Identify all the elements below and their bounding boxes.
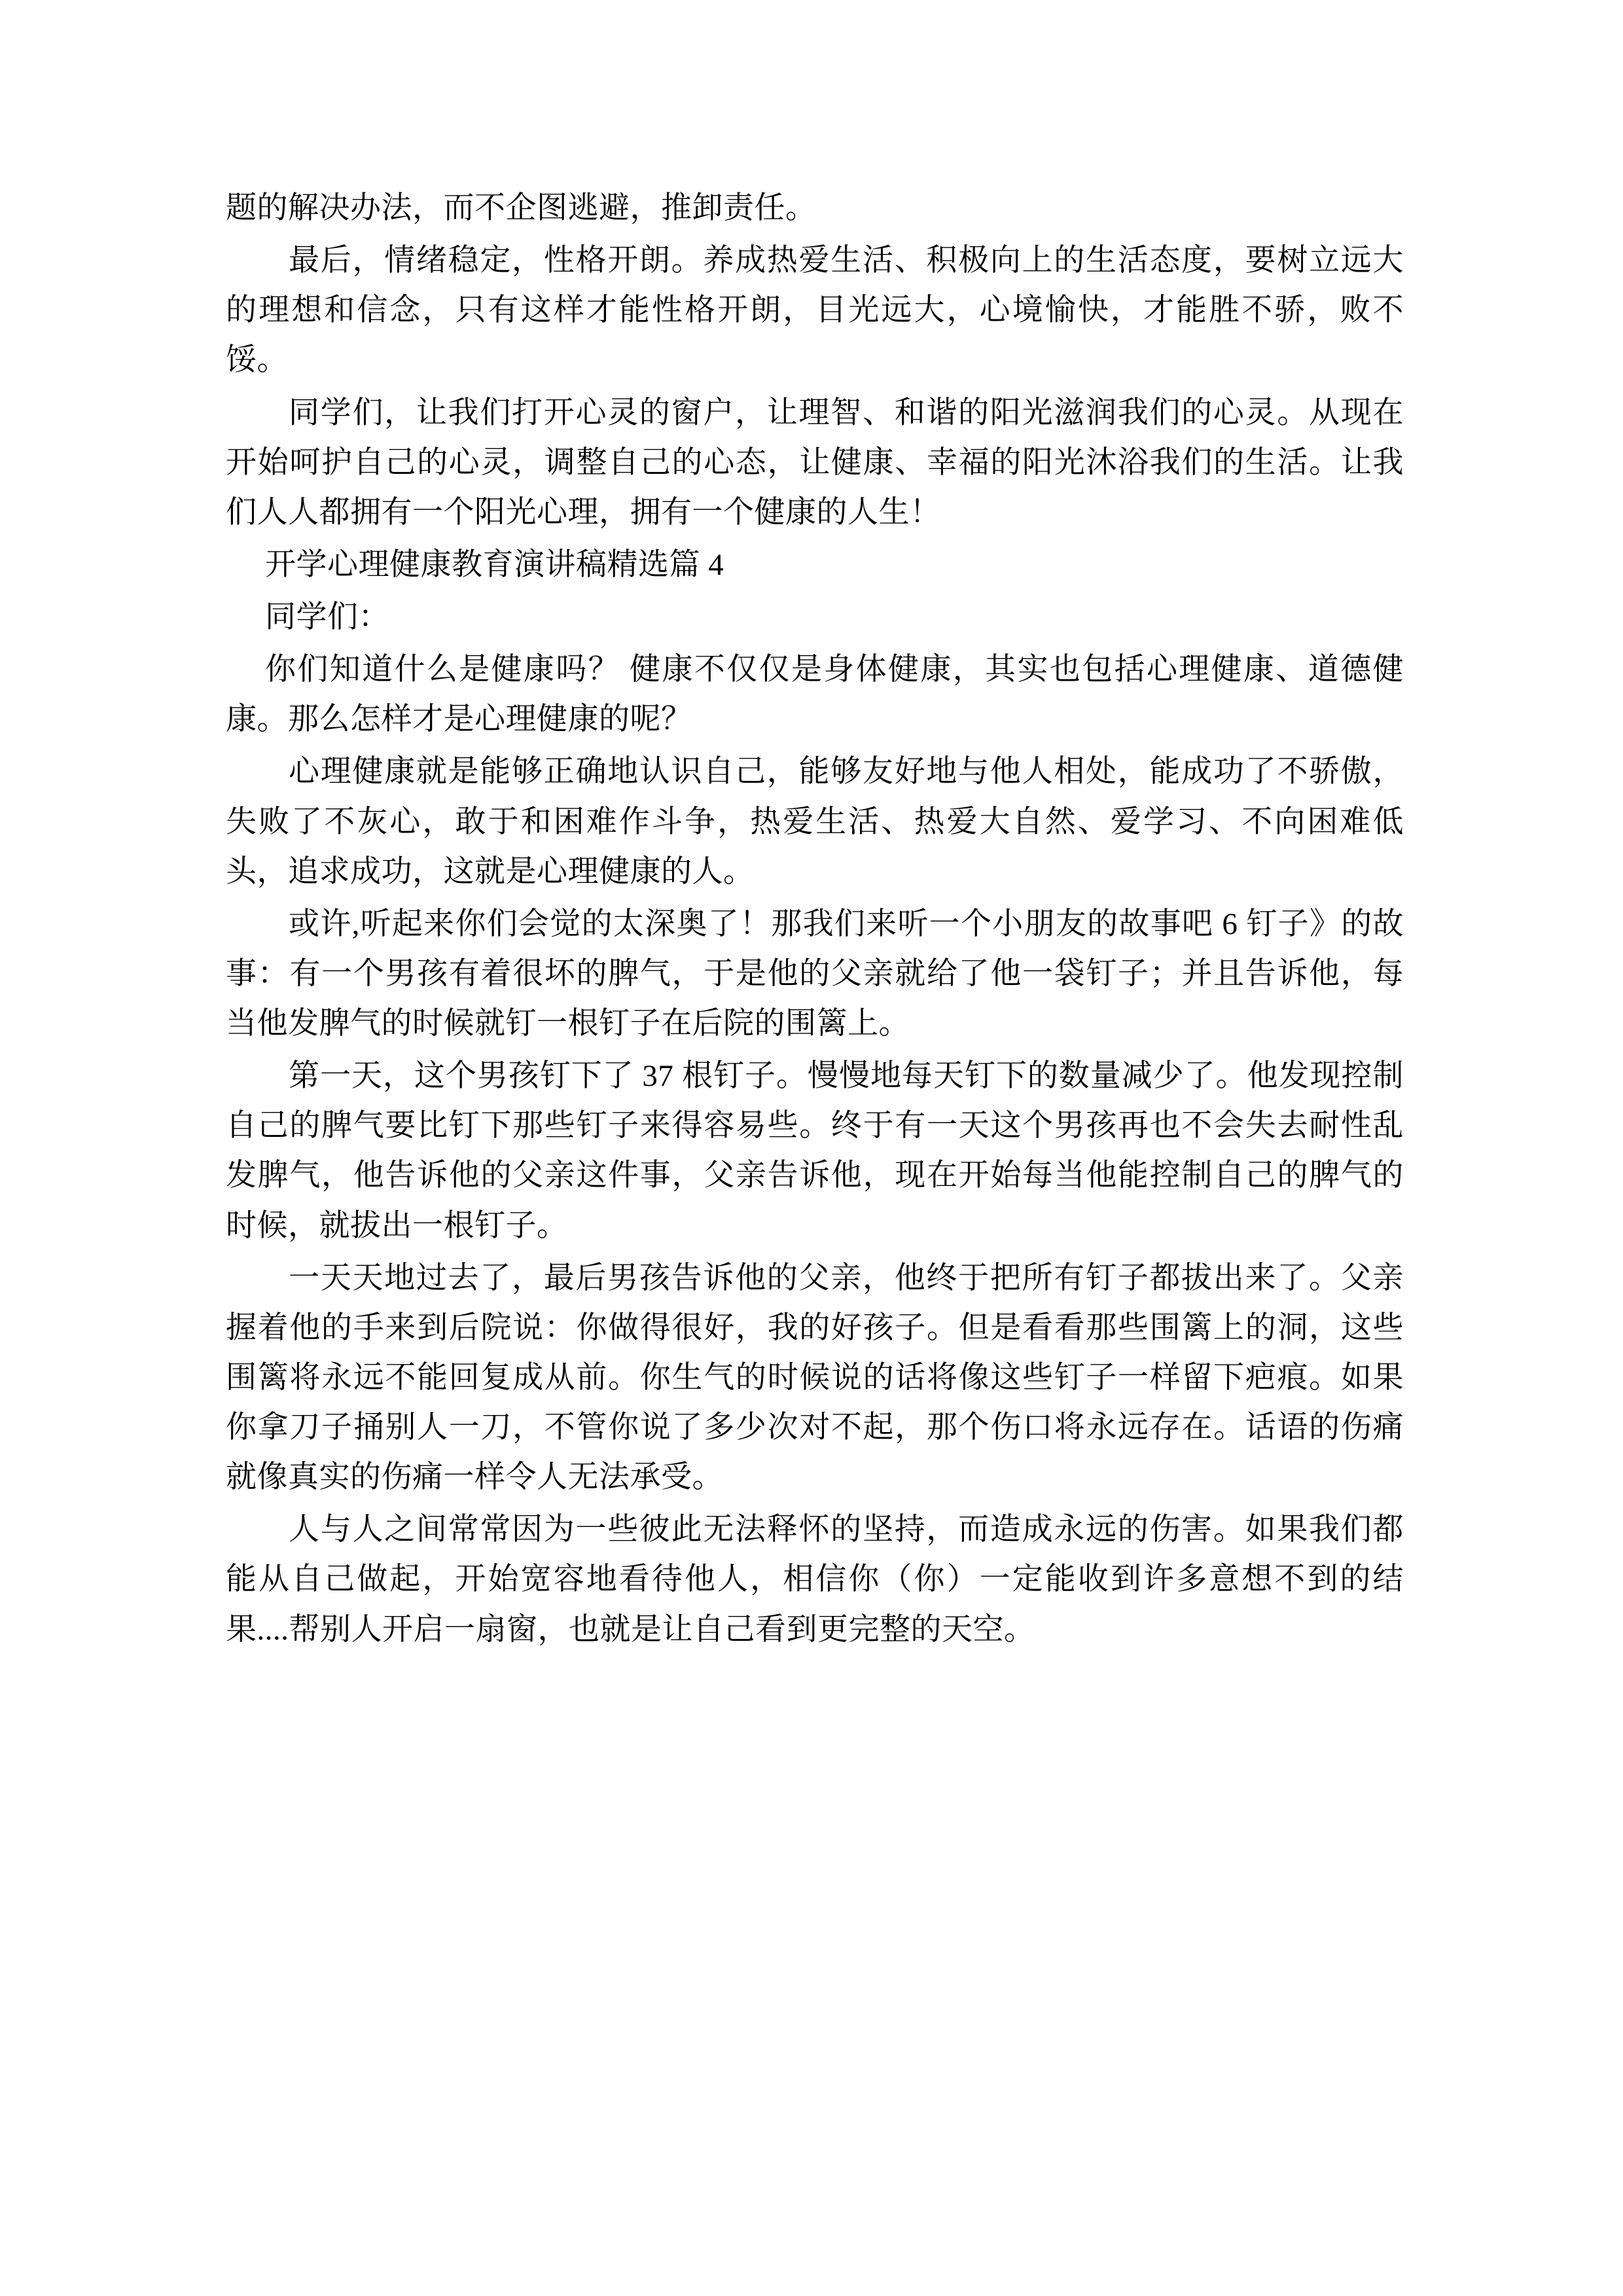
section-heading: 开学心理健康教育演讲稿精选篇 4 — [265, 547, 724, 582]
paragraph: 题的解决办法，而不企图逃避，推卸责任。 — [226, 191, 817, 225]
paragraph: 你们知道什么是健康吗？ 健康不仅仅是身体健康，其实也包括心理健康、道德健康。那么怎样才是心理健康的呢？ — [226, 653, 1404, 737]
paragraph: 心理健康就是能够正确地认识自己，能够友好地与他人相处，能成功了不骄傲，失败了不灰心，敢于和困难作斗争，热爱生活、热爱大自然、爱学习、不向困难低头，追求成功，这就是心理健康的人。 — [226, 755, 1404, 889]
salutation: 同学们： — [265, 600, 389, 634]
paragraph: 一天天地过去了，最后男孩告诉他的父亲，他终于把所有钉子都拔出来了。父亲握着他的手来到后院说：你做得很好，我的好孩子。但是看看那些围篱上的洞，这些围篱将永远不能回复成从前。你生气的时候说的话将像这些钉子一样留下疤痕。如果你拿刀子捅别人一刀，不管你说了多少次对不起，那个伤口将永远存在。话语的伤痛就像真实的伤痛一样令人无法承受。 — [226, 1261, 1404, 1495]
paragraph: 同学们，让我们打开心灵的窗户，让理智、和谐的阳光滋润我们的心灵。从现在开始呵护自己的心灵，调整自己的心态，让健康、幸福的阳光沐浴我们的生活。让我们人人都拥有一个阳光心理，拥有一个健康的人生！ — [226, 395, 1404, 529]
paragraph: 或许,听起来你们会觉的太深奥了！那我们来听一个小朋友的故事吧 6 钉子》的故事：有一个男孩有着很坏的脾气，于是他的父亲就给了他一袋钉子；并且告诉他，每当他发脾气的时候就钉一根钉子在后院的围篱上。 — [226, 906, 1404, 1041]
paragraph: 人与人之间常常因为一些彼此无法释怀的坚持，而造成永远的伤害。如果我们都能从自己做起，开始宽容地看待他人，相信你（你）一定能收到许多意想不到的结果....帮别人开启一扇窗，也就是让自己看到更完整的天空。 — [226, 1513, 1404, 1647]
paragraph: 最后，情绪稳定，性格开朗。养成热爱生活、积极向上的生活态度，要树立远大的理想和信念，只有这样才能性格开朗，目光远大，心境愉快，才能胜不骄，败不馁。 — [226, 243, 1404, 378]
document-body — [226, 183, 1404, 1657]
paragraph: 第一天，这个男孩钉下了 37 根钉子。慢慢地每天钉下的数量减少了。他发现控制自己的脾气要比钉下那些钉子来得容易些。终于有一天这个男孩再也不会失去耐性乱发脾气，他告诉他的父亲这件事，父亲告诉他，现在开始每当他能控制自己的脾气的时候，就拔出一根钉子。 — [226, 1059, 1404, 1243]
